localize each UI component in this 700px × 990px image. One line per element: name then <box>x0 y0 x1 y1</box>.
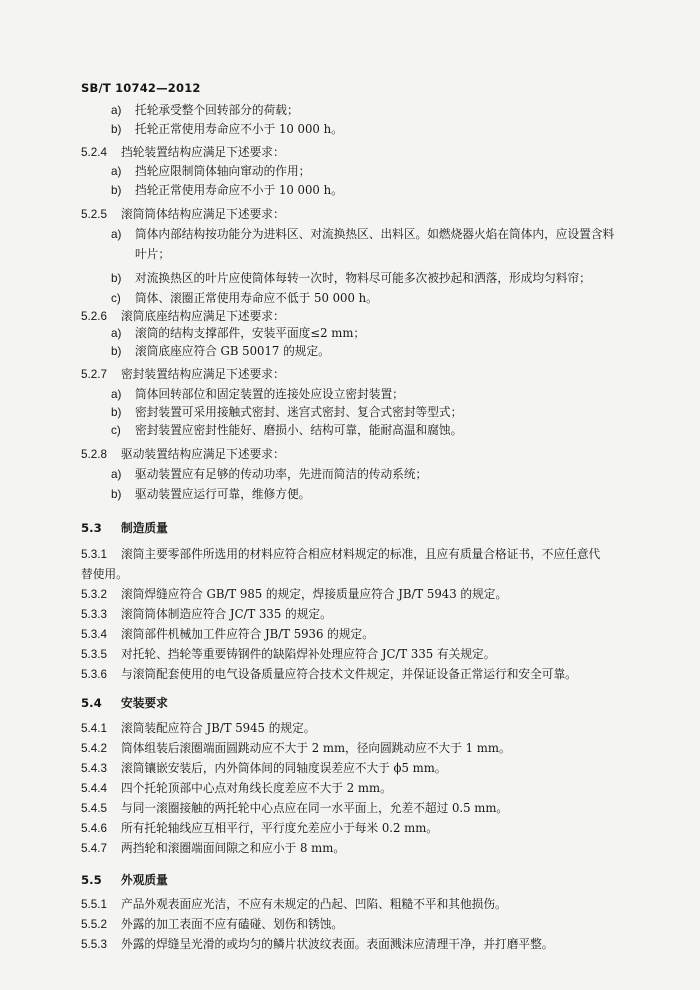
clause-text: 滚筒镶嵌安装后，内外筒体间的同轴度误差应不大于 ϕ5 mm。 <box>121 761 447 775</box>
clause-text: 滚筒底座结构应满足下述要求： <box>121 309 285 323</box>
clause-text: 挡轮装置结构应满足下述要求： <box>121 145 285 159</box>
list-marker: a) <box>111 165 122 178</box>
clause-number: 5.3.4 <box>81 628 107 641</box>
list-item <box>81 163 640 180</box>
clause <box>81 800 640 817</box>
clause <box>81 666 640 683</box>
clause <box>81 820 640 837</box>
clause-number: 5.4.5 <box>81 802 107 815</box>
list-item <box>81 486 640 503</box>
clause <box>81 546 640 563</box>
clause <box>81 206 640 223</box>
clause <box>81 896 640 913</box>
list-marker: b) <box>111 406 122 419</box>
clause-text: 滚筒筒体制造应符合 JC/T 335 的规定。 <box>121 607 332 621</box>
clause <box>81 936 640 953</box>
list-item <box>81 290 640 307</box>
list-item-text: 密封装置应密封性能好、磨损小、结构可靠，能耐高温和腐蚀。 <box>135 423 463 437</box>
list-marker: a) <box>111 104 122 117</box>
clause-text: 两挡轮和滚圈端面间隙之和应小于 8 mm。 <box>121 841 346 855</box>
clause-number: 5.2.4 <box>81 146 107 159</box>
clause <box>81 144 640 161</box>
clause <box>81 626 640 643</box>
clause-text: 外露的焊缝呈光滑的或均匀的鳞片状波纹表面。表面溅沫应清理干净，并打磨平整。 <box>121 937 554 951</box>
list-item <box>81 270 640 287</box>
list-marker: b) <box>111 184 122 197</box>
list-item <box>81 325 640 342</box>
clause-number: 5.2.8 <box>81 448 107 461</box>
clause-number: 5.4.7 <box>81 842 107 855</box>
section-title: 制造质量 <box>121 521 168 535</box>
clause-number: 5.2.5 <box>81 208 107 221</box>
list-marker: b) <box>111 272 122 285</box>
clause <box>81 646 640 663</box>
list-marker: b) <box>111 345 122 358</box>
section-heading <box>81 520 640 536</box>
list-item <box>81 386 640 403</box>
clause <box>81 720 640 737</box>
clause <box>81 366 640 383</box>
list-marker: b) <box>111 488 122 501</box>
list-item-text: 挡轮应限制筒体轴向窜动的作用； <box>135 164 311 178</box>
list-item-text: 对流换热区的叶片应使筒体每转一次时，物料尽可能多次被抄起和洒落，形成均匀料帘； <box>135 271 591 285</box>
clause-text: 与滚筒配套使用的电气设备质量应符合技术文件规定，并保证设备正常运行和安全可靠。 <box>121 667 577 681</box>
clause-text: 滚筒焊缝应符合 GB/T 985 的规定，焊接质量应符合 JB/T 5943 的规定。 <box>121 587 508 601</box>
section-heading <box>81 872 640 888</box>
list-item <box>81 422 640 439</box>
clause-number: 5.3.3 <box>81 608 107 621</box>
list-item <box>81 121 640 138</box>
clause <box>81 840 640 857</box>
list-item-text: 驱动装置应运行可靠，维修方便。 <box>135 487 311 501</box>
clause-number: 5.2.6 <box>81 310 107 323</box>
list-item-text: 筒体、滚圈正常使用寿命应不低于 50 000 h。 <box>135 291 378 305</box>
list-marker: b) <box>111 123 122 136</box>
list-item <box>81 404 640 421</box>
clause-text: 驱动装置结构应满足下述要求： <box>121 447 285 461</box>
list-marker: a) <box>111 327 122 340</box>
list-item-text: 密封装置可采用接触式密封、迷宫式密封、复合式密封等型式； <box>135 405 463 419</box>
list-item <box>81 466 640 483</box>
clause-text: 所有托轮轴线应互相平行，平行度允差应小于每米 0.2 mm。 <box>121 821 438 835</box>
section-number: 5.5 <box>81 873 102 887</box>
clause-text: 滚筒主要零部件所选用的材料应符合相应材料规定的标准，且应有质量合格证书，不应任意代 <box>121 547 601 561</box>
list-item <box>81 102 640 119</box>
clause <box>81 586 640 603</box>
continuation-line: 叶片； <box>135 247 171 261</box>
clause <box>81 916 640 933</box>
clause-number: 5.3.6 <box>81 668 107 681</box>
clause <box>81 740 640 757</box>
section-title: 安装要求 <box>121 696 168 710</box>
clause-number: 5.3.5 <box>81 648 107 661</box>
list-item-text: 托轮正常使用寿命应不小于 10 000 h。 <box>135 122 343 136</box>
clause-number: 5.5.3 <box>81 938 107 951</box>
standard-header: SB/T 10742—2012 <box>81 81 201 95</box>
clause-text: 产品外观表面应光洁，不应有未规定的凸起、凹陷、粗糙不平和其他损伤。 <box>121 897 507 911</box>
list-item <box>81 182 640 199</box>
clause-text: 与同一滚圈接触的两托轮中心点应在同一水平面上，允差不超过 0.5 mm。 <box>121 801 509 815</box>
continuation-line: 替使用。 <box>81 567 128 581</box>
clause-number: 5.3.2 <box>81 588 107 601</box>
list-item-text: 驱动装置应有足够的传动功率，先进而简洁的传动系统； <box>135 467 428 481</box>
clause-text: 四个托轮顶部中心点对角线长度差应不大于 2 mm。 <box>121 781 392 795</box>
clause-text: 滚筒筒体结构应满足下述要求： <box>121 207 285 221</box>
section-number: 5.4 <box>81 696 102 710</box>
section-title: 外观质量 <box>121 873 168 887</box>
clause-number: 5.4.6 <box>81 822 107 835</box>
clause <box>81 308 640 325</box>
clause <box>81 780 640 797</box>
clause-text: 外露的加工表面不应有磕碰、划伤和锈蚀。 <box>121 917 344 931</box>
list-item-text: 筒体回转部位和固定装置的连接处应设立密封装置； <box>135 387 404 401</box>
clause-number: 5.2.7 <box>81 368 107 381</box>
clause-number: 5.4.1 <box>81 722 107 735</box>
list-item-text: 筒体内部结构按功能分为进料区、对流换热区、出料区。如燃烧器火焰在筒体内，应设置含料 <box>135 227 615 241</box>
clause-text: 对托轮、挡轮等重要铸钢件的缺陷焊补处理应符合 JC/T 335 有关规定。 <box>121 647 496 661</box>
clause-number: 5.5.1 <box>81 898 107 911</box>
list-item <box>81 226 640 243</box>
list-marker: c) <box>111 424 121 437</box>
clause-number: 5.3.1 <box>81 548 107 561</box>
clause <box>81 606 640 623</box>
clause-text: 滚筒部件机械加工件应符合 JB/T 5936 的规定。 <box>121 627 374 641</box>
list-marker: a) <box>111 228 122 241</box>
list-item-text: 挡轮正常使用寿命应不小于 10 000 h。 <box>135 183 343 197</box>
clause-number: 5.5.2 <box>81 918 107 931</box>
section-number: 5.3 <box>81 521 102 535</box>
section-heading <box>81 695 640 711</box>
list-marker: a) <box>111 388 122 401</box>
list-marker: a) <box>111 468 122 481</box>
clause-number: 5.4.3 <box>81 762 107 775</box>
clause <box>81 446 640 463</box>
list-item <box>81 343 640 360</box>
clause-number: 5.4.2 <box>81 742 107 755</box>
clause-text: 密封装置结构应满足下述要求： <box>121 367 285 381</box>
clause-text: 滚筒装配应符合 JB/T 5945 的规定。 <box>121 721 316 735</box>
clause <box>81 760 640 777</box>
list-item-text: 滚筒的结构支撑部件，安装平面度≤2 mm； <box>135 326 366 340</box>
list-marker: c) <box>111 292 121 305</box>
clause-number: 5.4.4 <box>81 782 107 795</box>
clause-text: 筒体组装后滚圈端面圆跳动应不大于 2 mm，径向圆跳动应不大于 1 mm。 <box>121 741 511 755</box>
list-item-text: 托轮承受整个回转部分的荷载； <box>135 103 299 117</box>
list-item-text: 滚筒底座应符合 GB 50017 的规定。 <box>135 344 330 358</box>
